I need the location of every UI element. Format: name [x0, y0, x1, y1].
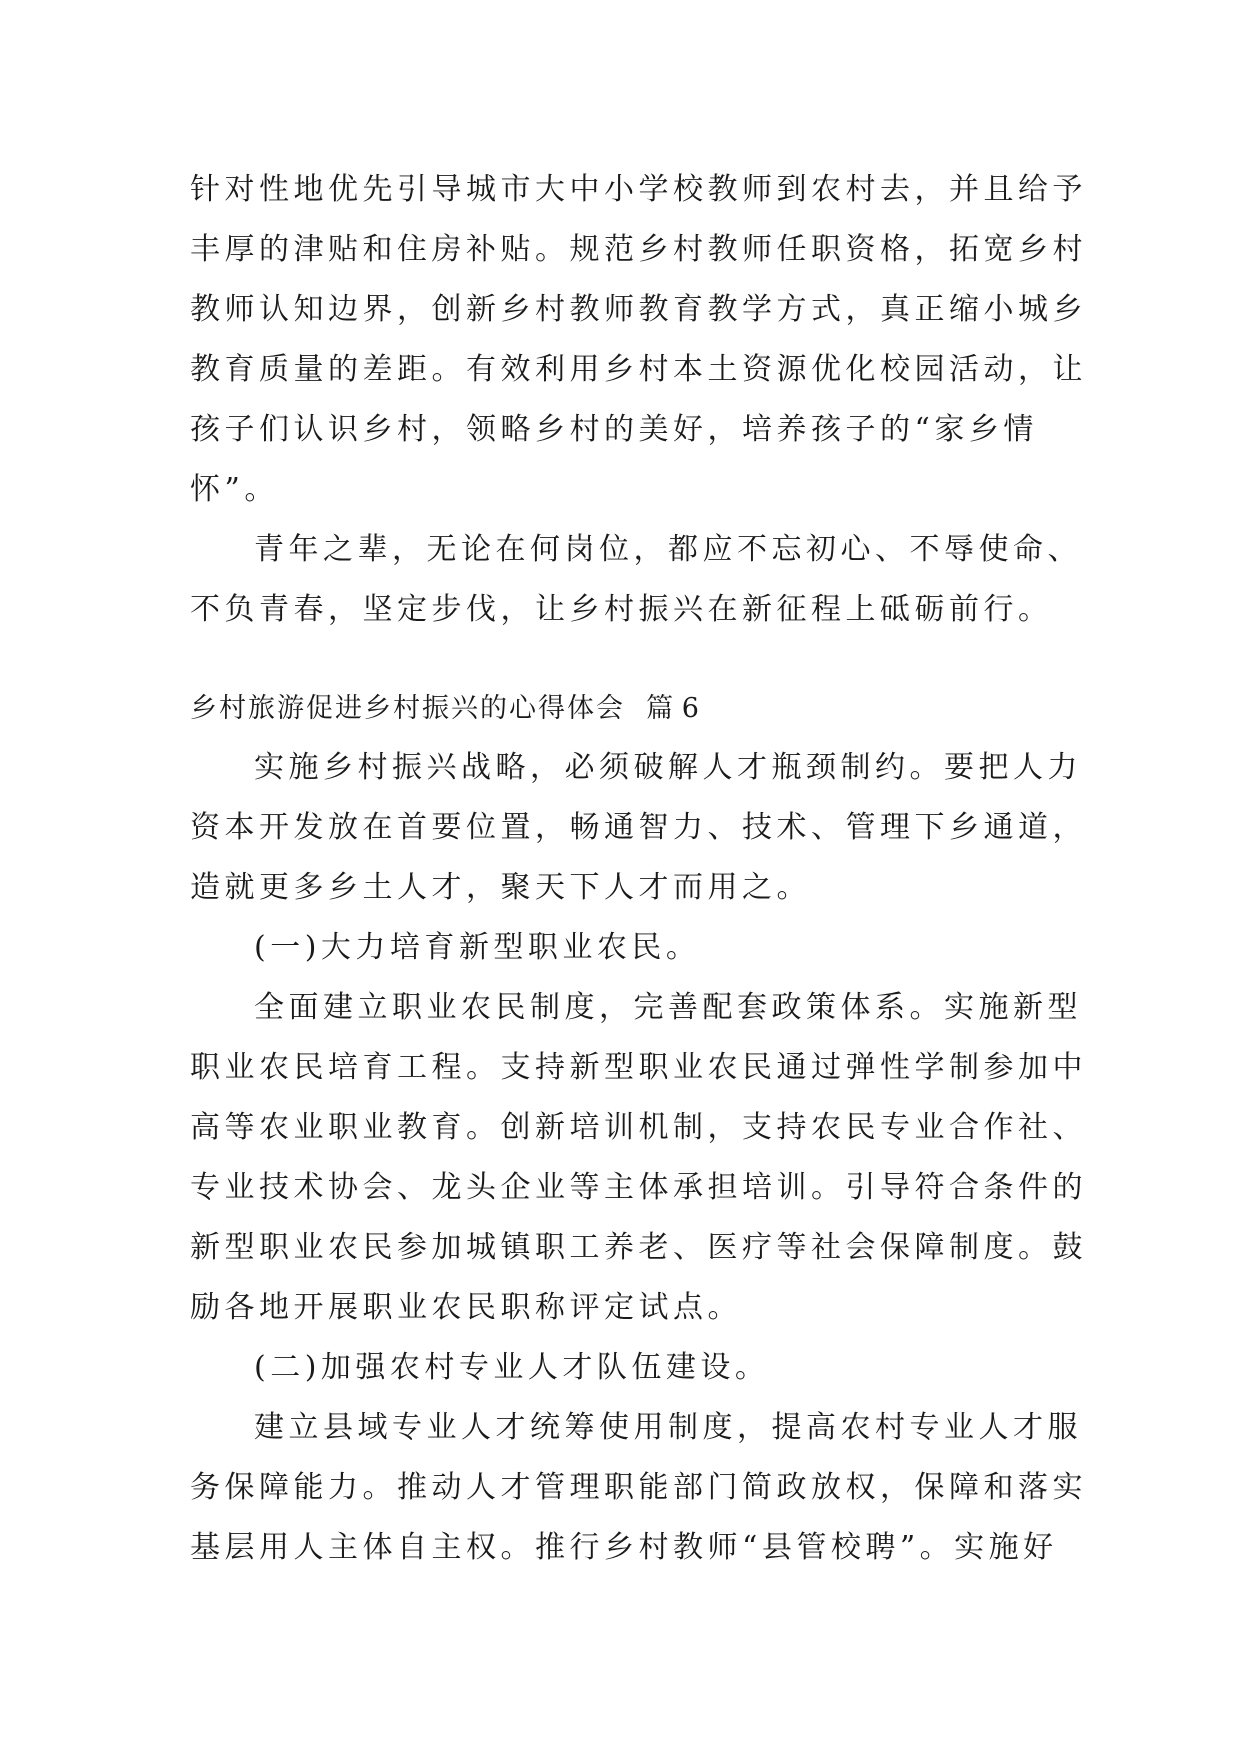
text-line: 针对性地优先引导城市大中小学校教师到农村去，并且给予 — [190, 172, 1087, 207]
paragraph-farmers — [190, 978, 1087, 1338]
text-line: 丰厚的津贴和住房补贴。规范乡村教师任职资格，拓宽乡村 — [190, 232, 1087, 267]
section-heading — [190, 680, 1070, 738]
subheading-one: (一)大力培育新型职业农民。 — [254, 930, 701, 965]
text-line: 孩子们认识乡村，领略乡村的美好，培养孩子的“家乡情 — [190, 412, 1038, 447]
text-line: 教师认知边界，创新乡村教师教育教学方式，真正缩小城乡 — [190, 292, 1087, 327]
paragraph-professionals — [190, 1398, 1087, 1578]
text-line: 专业技术协会、龙头企业等主体承担培训。引导符合条件的 — [190, 1170, 1087, 1205]
paragraph-youth — [190, 520, 1082, 640]
document-body — [190, 160, 1087, 1578]
text-line: 教育质量的差距。有效利用乡村本土资源优化校园活动，让 — [190, 352, 1087, 387]
section-number: 篇 6 — [646, 693, 699, 724]
text-line: 青年之辈，无论在何岗位，都应不忘初心、不辱使命、 — [254, 532, 1082, 567]
text-line: 职业农民培育工程。支持新型职业农民通过弹性学制参加中 — [190, 1050, 1087, 1085]
text-line: 建立县域专业人才统筹使用制度，提高农村专业人才服 — [254, 1410, 1082, 1445]
text-line: 实施乡村振兴战略，必须破解人才瓶颈制约。要把人力 — [254, 750, 1082, 785]
section-gap — [190, 640, 1070, 680]
section-title: 乡村旅游促进乡村振兴的心得体会 — [190, 693, 625, 724]
text-line: 高等农业职业教育。创新培训机制，支持农民专业合作社、 — [190, 1110, 1087, 1145]
paragraph-talent-strategy — [190, 738, 1087, 918]
text-line: 不负青春，坚定步伐，让乡村振兴在新征程上砥砺前行。 — [190, 592, 1053, 627]
text-line: 造就更多乡土人才，聚天下人才而用之。 — [190, 870, 811, 905]
text-line: 全面建立职业农民制度，完善配套政策体系。实施新型 — [254, 990, 1082, 1025]
text-line: 怀”。 — [190, 472, 279, 507]
text-line: 务保障能力。推动人才管理职能部门简政放权，保障和落实 — [190, 1470, 1087, 1505]
text-line: 资本开发放在首要位置，畅通智力、技术、管理下乡通道， — [190, 810, 1087, 845]
paragraph-teachers — [190, 160, 1087, 520]
subheading-two: (二)加强农村专业人才队伍建设。 — [254, 1350, 770, 1385]
text-line: 基层用人主体自主权。推行乡村教师“县管校聘”。实施好 — [190, 1530, 1058, 1565]
text-line: 励各地开展职业农民职称评定试点。 — [190, 1290, 742, 1325]
text-line: 新型职业农民参加城镇职工养老、医疗等社会保障制度。鼓 — [190, 1230, 1087, 1265]
